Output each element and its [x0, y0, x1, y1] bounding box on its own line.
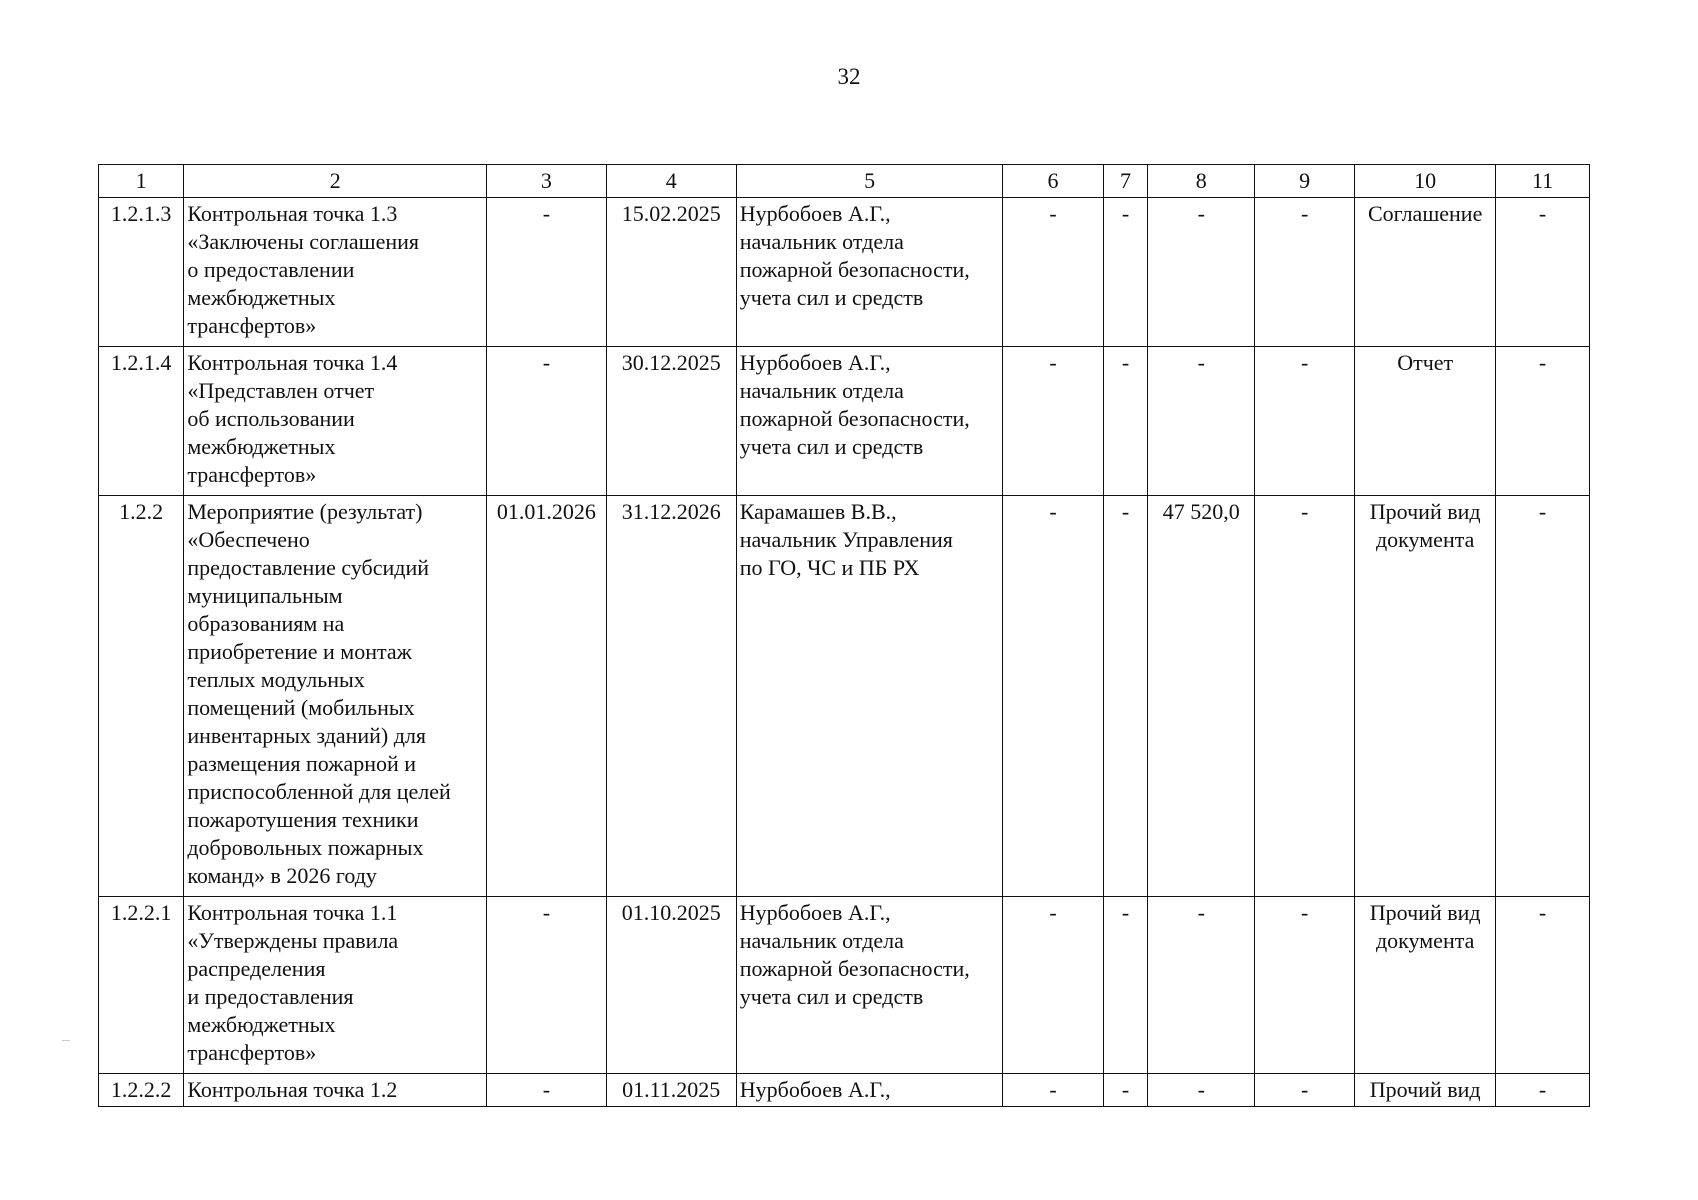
- column-header-8: 8: [1148, 165, 1255, 198]
- row-start-date: -: [487, 347, 606, 496]
- row-col9: -: [1255, 897, 1355, 1074]
- table-header: [99, 165, 1590, 198]
- row-col9: -: [1255, 1074, 1355, 1107]
- column-header-6: 6: [1003, 165, 1103, 198]
- scan-mark: [62, 1040, 70, 1041]
- row-col6: -: [1003, 1074, 1103, 1107]
- row-name: Мероприятие (результат) «Обеспечено предоставление субсидий муниципальным образованиям на приобретение и монтаж теплых модульных помещений (мобильных инвентарных зданий) для размещения пожарной и приспособленной для целей пожаротушения техники добровольных пожарных команд» в 2026 году: [184, 496, 487, 897]
- row-number: 1.2.2.2: [99, 1074, 184, 1107]
- column-header-7: 7: [1103, 165, 1148, 198]
- table-row: [99, 496, 1590, 897]
- row-number: 1.2.1.4: [99, 347, 184, 496]
- row-number: 1.2.1.3: [99, 198, 184, 347]
- row-document-type: Прочий вид документа: [1355, 897, 1496, 1074]
- row-name: Контрольная точка 1.2: [184, 1074, 487, 1107]
- table-row: [99, 897, 1590, 1074]
- row-start-date: -: [487, 897, 606, 1074]
- row-col9: -: [1255, 198, 1355, 347]
- row-end-date: 01.10.2025: [606, 897, 736, 1074]
- row-col7: -: [1103, 347, 1148, 496]
- row-col6: -: [1003, 347, 1103, 496]
- column-header-4: 4: [606, 165, 736, 198]
- row-col8: -: [1148, 198, 1255, 347]
- row-col8: -: [1148, 897, 1255, 1074]
- row-responsible: Карамашев В.В., начальник Управления по ГО, ЧС и ПБ РХ: [736, 496, 1003, 897]
- row-col7: -: [1103, 496, 1148, 897]
- table-row: [99, 1074, 1590, 1107]
- page-number: 32: [837, 64, 861, 89]
- row-name: Контрольная точка 1.4 «Представлен отчет об использовании межбюджетных трансфертов»: [184, 347, 487, 496]
- table-row: [99, 347, 1590, 496]
- row-start-date: -: [487, 198, 606, 347]
- column-header-1: 1: [99, 165, 184, 198]
- column-header-3: 3: [487, 165, 606, 198]
- row-document-type: Отчет: [1355, 347, 1496, 496]
- plan-table: [98, 164, 1590, 1107]
- row-end-date: 31.12.2026: [606, 496, 736, 897]
- row-col6: -: [1003, 496, 1103, 897]
- header-row: [99, 165, 1590, 198]
- row-document-type: Прочий вид документа: [1355, 496, 1496, 897]
- row-col7: -: [1103, 897, 1148, 1074]
- row-responsible: Нурбобоев А.Г.,: [736, 1074, 1003, 1107]
- row-number: 1.2.2: [99, 496, 184, 897]
- row-col9: -: [1255, 496, 1355, 897]
- row-document-type: Соглашение: [1355, 198, 1496, 347]
- row-col7: -: [1103, 198, 1148, 347]
- row-col11: -: [1496, 1074, 1590, 1107]
- row-responsible: Нурбобоев А.Г., начальник отдела пожарной безопасности, учета сил и средств: [736, 897, 1003, 1074]
- row-name: Контрольная точка 1.1 «Утверждены правила распределения и предоставления межбюджетных трансфертов»: [184, 897, 487, 1074]
- row-col8: 47 520,0: [1148, 496, 1255, 897]
- row-end-date: 30.12.2025: [606, 347, 736, 496]
- row-col9: -: [1255, 347, 1355, 496]
- column-header-5: 5: [736, 165, 1003, 198]
- column-header-10: 10: [1355, 165, 1496, 198]
- row-name: Контрольная точка 1.3 «Заключены соглашения о предоставлении межбюджетных трансфертов»: [184, 198, 487, 347]
- row-col8: -: [1148, 347, 1255, 496]
- row-col8: -: [1148, 1074, 1255, 1107]
- row-col11: -: [1496, 198, 1590, 347]
- row-col6: -: [1003, 897, 1103, 1074]
- row-col7: -: [1103, 1074, 1148, 1107]
- row-responsible: Нурбобоев А.Г., начальник отдела пожарной безопасности, учета сил и средств: [736, 347, 1003, 496]
- row-col11: -: [1496, 496, 1590, 897]
- column-header-11: 11: [1496, 165, 1590, 198]
- column-header-2: 2: [184, 165, 487, 198]
- row-number: 1.2.2.1: [99, 897, 184, 1074]
- row-end-date: 01.11.2025: [606, 1074, 736, 1107]
- row-col11: -: [1496, 347, 1590, 496]
- column-header-9: 9: [1255, 165, 1355, 198]
- row-responsible: Нурбобоев А.Г., начальник отдела пожарной безопасности, учета сил и средств: [736, 198, 1003, 347]
- row-col6: -: [1003, 198, 1103, 347]
- row-start-date: 01.01.2026: [487, 496, 606, 897]
- table-row: [99, 198, 1590, 347]
- row-end-date: 15.02.2025: [606, 198, 736, 347]
- row-col11: -: [1496, 897, 1590, 1074]
- row-start-date: -: [487, 1074, 606, 1107]
- row-document-type: Прочий вид: [1355, 1074, 1496, 1107]
